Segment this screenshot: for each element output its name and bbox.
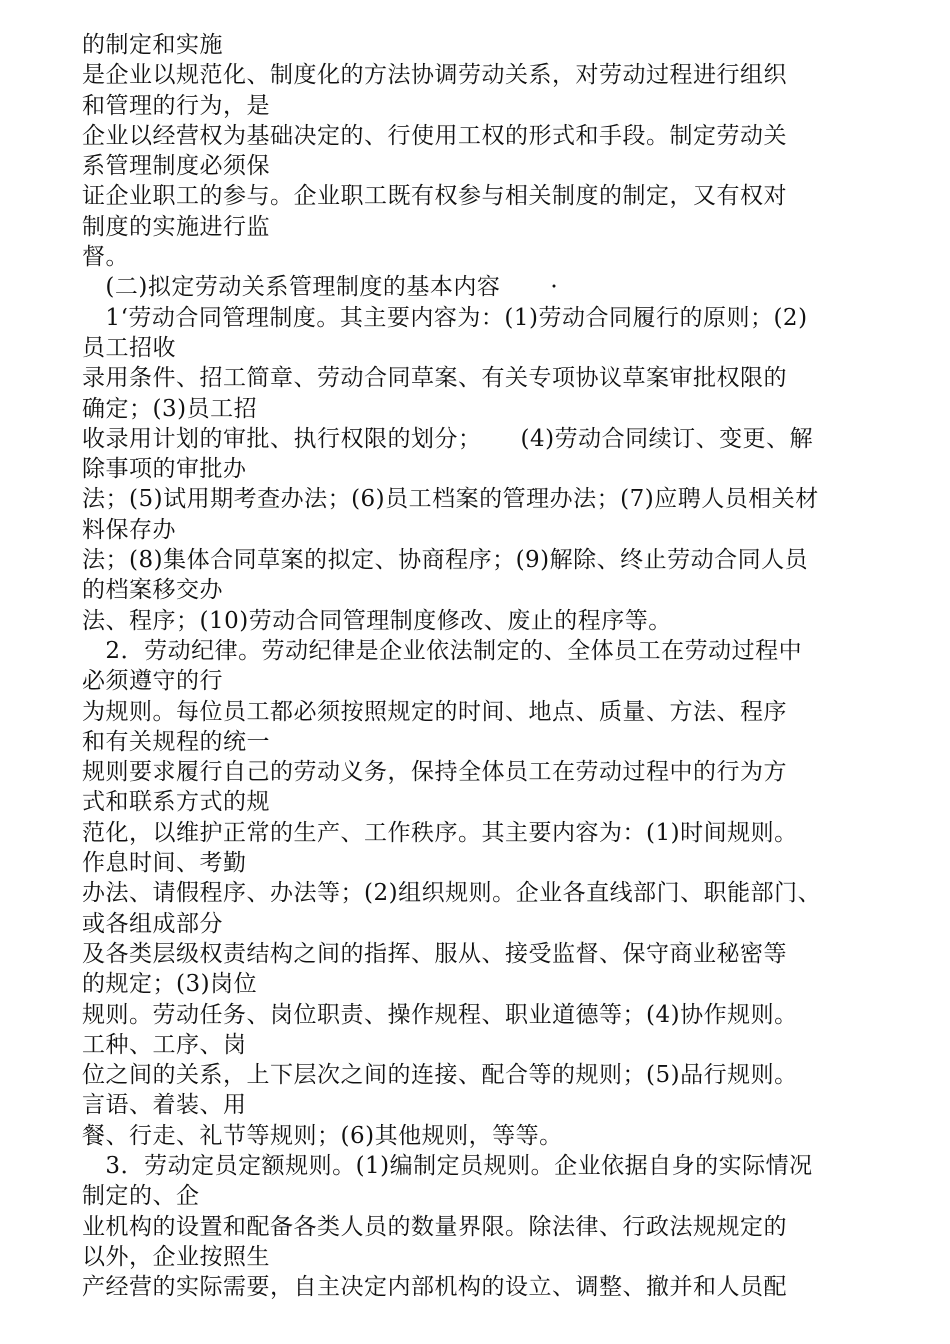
text-line: 法、程序；(10)劳动合同管理制度修改、废止的程序等。 xyxy=(82,607,672,634)
text-line: 规则。劳动任务、岗位职责、操作规程、职业道德等；(4)协作规则。 xyxy=(82,1001,798,1028)
section-heading xyxy=(82,272,902,302)
text-line: 企业以经营权为基础决定的、行使用工权的形式和手段。制定劳动关 xyxy=(82,122,787,149)
text-line: 系管理制度必须保 xyxy=(82,153,270,180)
text-line: 员工招收 xyxy=(82,334,176,361)
text-line: 产经营的实际需要，自主决定内部机构的设立、调整、撤并和人员配 xyxy=(82,1274,787,1301)
text-line: 工种、工序、岗 xyxy=(82,1031,247,1058)
text-line: 必须遵守的行 xyxy=(82,668,223,695)
text-line: 法；(5)试用期考查办法；(6)员工档案的管理办法；(7)应聘人员相关材 xyxy=(82,486,819,513)
text-line: 范化，以维护正常的生产、工作秩序。其主要内容为：(1)时间规则。 xyxy=(82,819,798,846)
heading-dot: · xyxy=(550,274,559,301)
text-line: 餐、行走、礼节等规则；(6)其他规则，等等。 xyxy=(82,1122,563,1149)
text-line: 的制定和实施 xyxy=(82,32,223,58)
text-line: 业机构的设置和配备各类人员的数量界限。除法律、行政法规规定的 xyxy=(82,1213,787,1240)
text-line: 制度的实施进行监 xyxy=(82,213,270,240)
text-line: 式和联系方式的规 xyxy=(82,789,270,816)
text-line: 录用条件、招工简章、劳动合同草案、有关专项协议草案审批权限的 xyxy=(82,365,787,392)
text-line: 除事项的审批办 xyxy=(82,456,247,483)
text-line: 以外，企业按照生 xyxy=(82,1243,270,1270)
text-line: 规则要求履行自己的劳动义务，保持全体员工在劳动过程中的行为方 xyxy=(82,759,787,786)
text-line: 确定；(3)员工招 xyxy=(82,395,258,422)
text-line: 3．劳动定员定额规则。(1)编制定员规则。企业依据自身的实际情况 xyxy=(82,1152,813,1179)
text-line: 2．劳动纪律。劳动纪律是企业依法制定的、全体员工在劳动过程中 xyxy=(82,637,803,664)
text-line: 督。 xyxy=(82,244,129,271)
text-line: 为规则。每位员工都必须按照规定的时间、地点、质量、方法、程序 xyxy=(82,698,787,725)
text-line: 收录用计划的审批、执行权限的划分； (4)劳动合同续订、变更、解 xyxy=(82,425,814,452)
text-line: 料保存办 xyxy=(82,516,176,543)
text-line: 或各组成部分 xyxy=(82,910,223,937)
document-body xyxy=(82,30,902,1302)
section-heading-text: (二)拟定劳动关系管理制度的基本内容 xyxy=(82,274,501,301)
text-line: 1‘劳动合同管理制度。其主要内容为：(1)劳动合同履行的原则；(2) xyxy=(82,304,808,331)
text-line: 和管理的行为，是 xyxy=(82,92,270,119)
text-line: 证企业职工的参与。企业职工既有权参与相关制度的制定，又有权对 xyxy=(82,183,787,210)
text-line: 法；(8)集体合同草案的拟定、协商程序；(9)解除、终止劳动合同人员 xyxy=(82,547,809,574)
text-line: 办法、请假程序、办法等；(2)组织规则。企业各直线部门、职能部门、 xyxy=(82,880,822,907)
text-line: 作息时间、考勤 xyxy=(82,850,247,877)
text-line: 和有关规程的统一 xyxy=(82,728,270,755)
text-line: 的规定；(3)岗位 xyxy=(82,971,258,998)
text-line: 的档案移交办 xyxy=(82,577,223,604)
text-line: 及各类层级权责结构之间的指挥、服从、接受监督、保守商业秘密等 xyxy=(82,940,787,967)
text-line: 制定的、企 xyxy=(82,1183,200,1210)
text-line: 是企业以规范化、制度化的方法协调劳动关系，对劳动过程进行组织 xyxy=(82,62,787,89)
text-line: 言语、着装、用 xyxy=(82,1092,247,1119)
text-line: 位之间的关系，上下层次之间的连接、配合等的规则；(5)品行规则。 xyxy=(82,1062,798,1089)
